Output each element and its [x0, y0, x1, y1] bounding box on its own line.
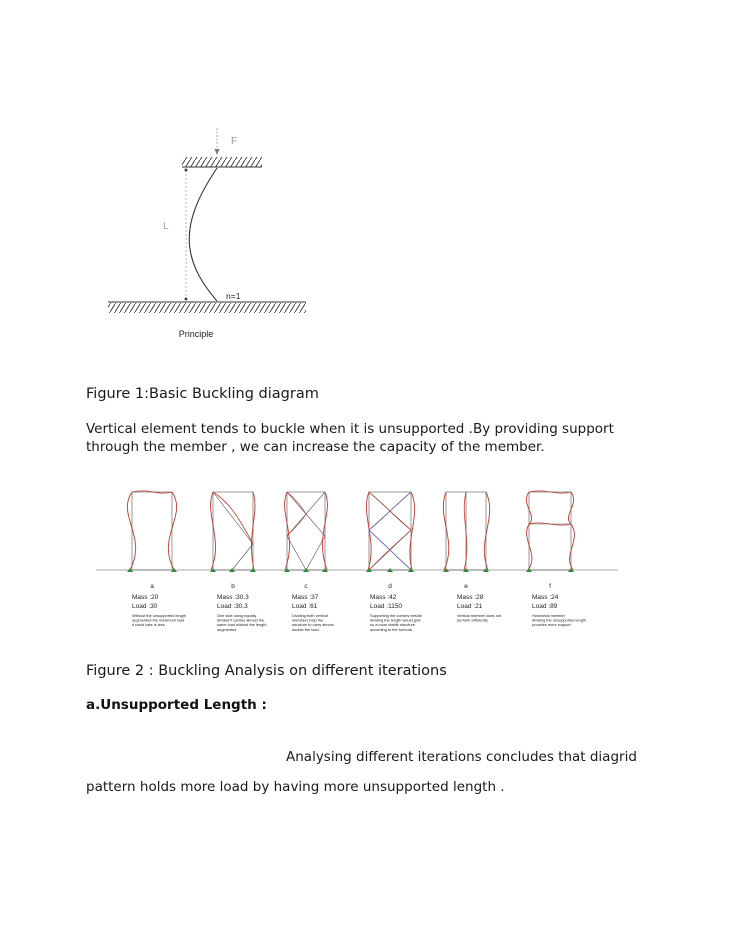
iteration-load: Load :21	[457, 603, 483, 610]
iteration-load: Load :30	[132, 603, 158, 610]
iteration-note: divided it carries almost the	[217, 617, 265, 623]
iteration-note: provides more support	[532, 622, 571, 628]
paragraph-line: through the member , we can increase the capacity of the member.	[86, 439, 545, 455]
force-arrow-head	[215, 149, 220, 155]
force-label: F	[231, 136, 238, 147]
iteration-label: b	[231, 583, 235, 590]
iteration-load: Load :1150	[370, 603, 403, 610]
iteration-frame-e	[443, 492, 489, 570]
iteration-note: Dividing both vertical	[292, 613, 328, 618]
figure2-caption: Figure 2 : Buckling Analysis on different iterations	[86, 663, 447, 679]
iteration-note: us a more stable structure	[370, 622, 415, 628]
iteration-note: One side using equally	[217, 613, 257, 618]
iteration-label: e	[464, 583, 468, 590]
iteration-mass: Mass :20	[132, 594, 159, 601]
iteration-note: same load without the length	[217, 622, 267, 628]
conclusion-line-1: Analysing different iterations concludes that diagrid	[286, 749, 637, 765]
paragraph-support	[86, 420, 646, 456]
iteration-note: Without the unsupported length	[132, 613, 187, 618]
mode-label: n=1	[226, 291, 241, 301]
iteration-load: Load :61	[292, 603, 318, 610]
iteration-note: dividing the unsupported length	[532, 617, 587, 623]
iteration-frame-f	[526, 491, 574, 570]
iteration-label: f	[549, 583, 551, 590]
iteration-note: Supporting the corners beside	[370, 613, 422, 618]
iteration-label: c	[304, 583, 308, 590]
iteration-load: Load :89	[532, 603, 558, 610]
iteration-texts	[132, 583, 586, 632]
buckling-principle-diagram	[100, 128, 320, 348]
buckled-column	[189, 168, 217, 301]
iteration-mass: Mass :28	[457, 594, 484, 601]
iteration-note: dividing the length would give	[370, 617, 421, 623]
iteration-note: Vertical member does not	[457, 613, 502, 618]
iteration-mass: Mass :42	[370, 594, 397, 601]
top-support-hatch	[182, 157, 262, 167]
iteration-mass: Mass :24	[532, 594, 559, 601]
iteration-note: it could take is less	[132, 622, 165, 628]
buckling-iterations-diagram	[92, 484, 622, 640]
iteration-mass: Mass :30.3	[217, 594, 249, 601]
iteration-note: augmented	[217, 626, 237, 632]
conclusion-line-2: pattern holds more load by having more unsupported length .	[86, 779, 505, 795]
iteration-frame-c	[285, 492, 328, 570]
paragraph-line: Vertical element tends to buckle when it is unsupported .By providing support	[86, 421, 614, 437]
section-heading: a.Unsupported Length :	[86, 697, 267, 713]
iteration-label: d	[388, 583, 392, 590]
iteration-note: perform efficiently	[457, 617, 488, 623]
figure1-title: Principle	[178, 329, 214, 339]
iteration-load: Load :30.3	[217, 603, 248, 610]
iteration-note: augmented the maximum load	[132, 617, 185, 623]
iteration-note: structure to carry almost	[292, 622, 334, 628]
iteration-frame-d	[366, 492, 414, 570]
iteration-mass: Mass :37	[292, 594, 319, 601]
iteration-frame-a	[127, 491, 176, 570]
iteration-label: a	[150, 583, 154, 590]
iteration-note: double the load	[292, 626, 319, 632]
iteration-note: Horizontal member	[532, 613, 565, 618]
iteration-frame-b	[211, 492, 255, 570]
iteration-note: members help the	[292, 617, 324, 623]
figure1-caption: Figure 1:Basic Buckling diagram	[86, 386, 319, 402]
ground-hatch	[108, 303, 306, 313]
length-label: L	[163, 221, 169, 232]
iteration-note: according to the formula	[370, 626, 412, 632]
